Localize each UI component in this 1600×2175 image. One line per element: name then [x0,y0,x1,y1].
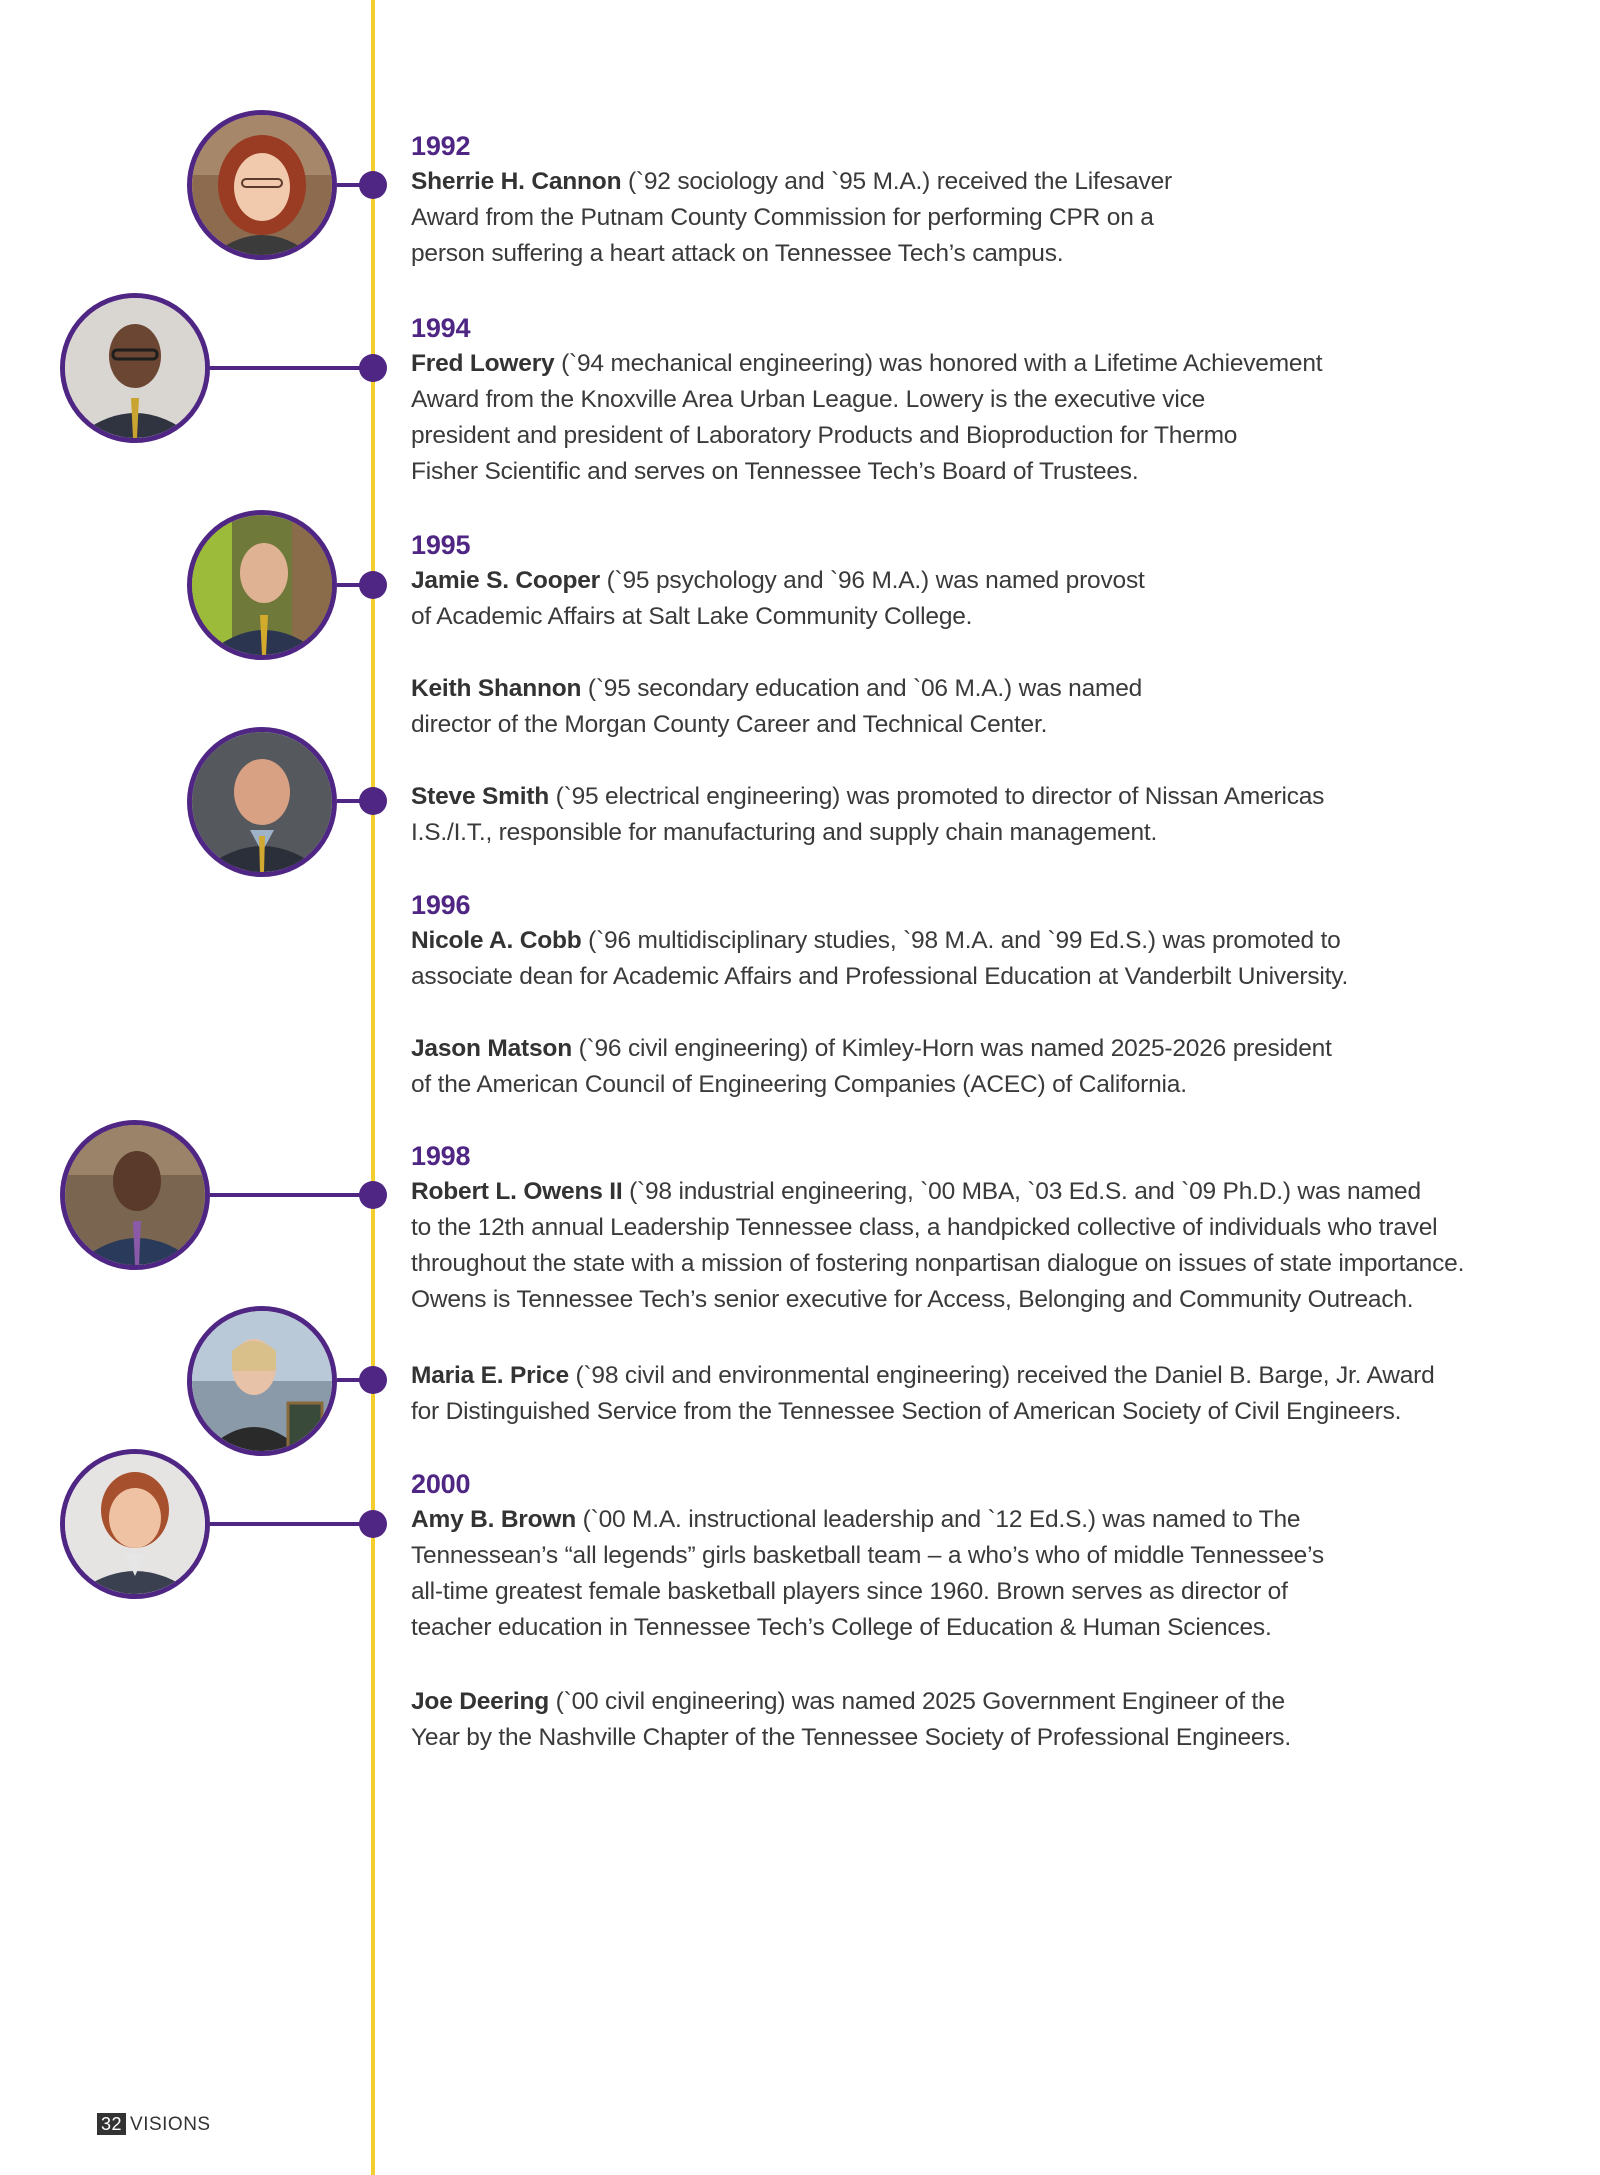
entry-line: Owens is Tennessee Tech’s senior executive for Access, Belonging and Community Outreach. [411,1286,1414,1313]
portrait-photo-robert-owens [60,1120,210,1270]
timeline-connector [210,1193,367,1197]
timeline-dot [359,1366,387,1394]
alumni-name: Amy B. Brown [411,1506,577,1533]
entry-text: (`94 mechanical engineering) was honored with a Lifetime Achievement [554,350,1323,377]
alumni-name: Joe Deering [411,1688,550,1715]
entry-line [411,1174,1516,1210]
entry-fred-lowery [411,310,1516,490]
entry-line [411,671,1516,707]
entry-line [411,164,1516,200]
timeline-dot [359,787,387,815]
entry-line: teacher education in Tennessee Tech’s College of Education & Human Sciences. [411,1614,1272,1641]
entry-line: Year by the Nashville Chapter of the Tennessee Society of Professional Engineers. [411,1724,1291,1751]
timeline-connector [210,1522,367,1526]
portrait-photo-amy-brown [60,1449,210,1599]
page-number: 32 [97,2113,126,2135]
portrait-photo-steve-smith [187,727,337,877]
entry-text: (`92 sociology and `95 M.A.) received the Lifesaver [621,168,1172,195]
entry-line: Award from the Knoxville Area Urban League. Lowery is the executive vice [411,386,1206,413]
entry-text: (`00 civil engineering) was named 2025 Government Engineer of the [549,1688,1285,1715]
entry-text: (`95 psychology and `96 M.A.) was named provost [599,567,1145,594]
entry-keith-shannon [411,671,1516,743]
entry-text: (`98 civil and environmental engineering) received the Daniel B. Barge, Jr. Award [568,1362,1435,1389]
alumni-name: Keith Shannon [411,675,582,702]
entry-text: (`98 industrial engineering, `00 MBA, `03 Ed.S. and `09 Ph.D.) was named [622,1178,1421,1205]
alumni-name: Sherrie H. Cannon [411,168,622,195]
entry-text: (`95 electrical engineering) was promoted to director of Nissan Americas [549,783,1325,810]
timeline-line [371,0,375,2175]
year-heading: 1992 [411,131,471,161]
timeline-dot [359,571,387,599]
publication-name: VISIONS [130,2114,211,2135]
entry-maria-price [411,1358,1516,1430]
alumni-name: Jason Matson [411,1035,572,1062]
alumni-name: Fred Lowery [411,350,555,377]
portrait-photo-sherrie-cannon [187,110,337,260]
year-heading: 2000 [411,1469,471,1499]
entry-line: I.S./I.T., responsible for manufacturing and supply chain management. [411,819,1158,846]
entry-line: Award from the Putnam County Commission for performing CPR on a [411,204,1154,231]
entry-jamie-cooper [411,527,1516,635]
entry-jason-matson [411,1031,1516,1103]
year-heading: 1995 [411,530,471,560]
entry-line: Fisher Scientific and serves on Tennessee Tech’s Board of Trustees. [411,458,1139,485]
entry-line: Tennessean’s “all legends” girls basketball team – a who’s who of middle Tennessee’s [411,1542,1324,1569]
entry-line: all-time greatest female basketball players since 1960. Brown serves as director of [411,1578,1288,1605]
timeline-dot [359,171,387,199]
entry-joe-deering [411,1684,1516,1756]
portrait-photo-maria-price [187,1306,337,1456]
entry-line [411,779,1516,815]
timeline-dot [359,1181,387,1209]
entry-line [411,923,1516,959]
entry-sherrie-cannon [411,128,1516,272]
entry-text: (`00 M.A. instructional leadership and `12 Ed.S.) was named to The [576,1506,1301,1533]
timeline-dot [359,354,387,382]
entry-line [411,1358,1516,1394]
alumni-name: Robert L. Owens II [411,1178,623,1205]
entry-line: throughout the state with a mission of fostering nonpartisan dialogue on issues of state importance. [411,1250,1465,1277]
entry-line [411,563,1516,599]
alumni-name: Steve Smith [411,783,550,810]
entry-nicole-cobb [411,887,1516,995]
entry-robert-owens [411,1138,1516,1318]
entry-line: to the 12th annual Leadership Tennessee class, a handpicked collective of individuals who travel [411,1214,1438,1241]
entry-line: of the American Council of Engineering Companies (ACEC) of California. [411,1071,1187,1098]
entry-line: director of the Morgan County Career and Technical Center. [411,711,1048,738]
page-footer [97,2113,211,2136]
entry-amy-brown [411,1466,1516,1646]
alumni-name: Maria E. Price [411,1362,569,1389]
entry-line: associate dean for Academic Affairs and Professional Education at Vanderbilt University. [411,963,1349,990]
year-heading: 1994 [411,313,471,343]
entry-line: president and president of Laboratory Products and Bioproduction for Thermo [411,422,1238,449]
timeline-connector [210,366,367,370]
entry-line: for Distinguished Service from the Tennessee Section of American Society of Civil Engineers. [411,1398,1402,1425]
entry-line: person suffering a heart attack on Tennessee Tech’s campus. [411,240,1064,267]
entry-line: of Academic Affairs at Salt Lake Community College. [411,603,973,630]
year-heading: 1996 [411,890,471,920]
alumni-name: Jamie S. Cooper [411,567,600,594]
entry-line [411,1031,1516,1067]
entry-line [411,346,1516,382]
entry-text: (`96 civil engineering) of Kimley-Horn was named 2025-2026 president [571,1035,1332,1062]
entry-steve-smith [411,779,1516,851]
entry-line [411,1502,1516,1538]
year-heading: 1998 [411,1141,471,1171]
portrait-photo-jamie-cooper [187,510,337,660]
timeline-dot [359,1510,387,1538]
portrait-photo-fred-lowery [60,293,210,443]
entry-line [411,1684,1516,1720]
alumni-name: Nicole A. Cobb [411,927,582,954]
entry-text: (`95 secondary education and `06 M.A.) was named [581,675,1143,702]
entry-text: (`96 multidisciplinary studies, `98 M.A. and `99 Ed.S.) was promoted to [581,927,1341,954]
